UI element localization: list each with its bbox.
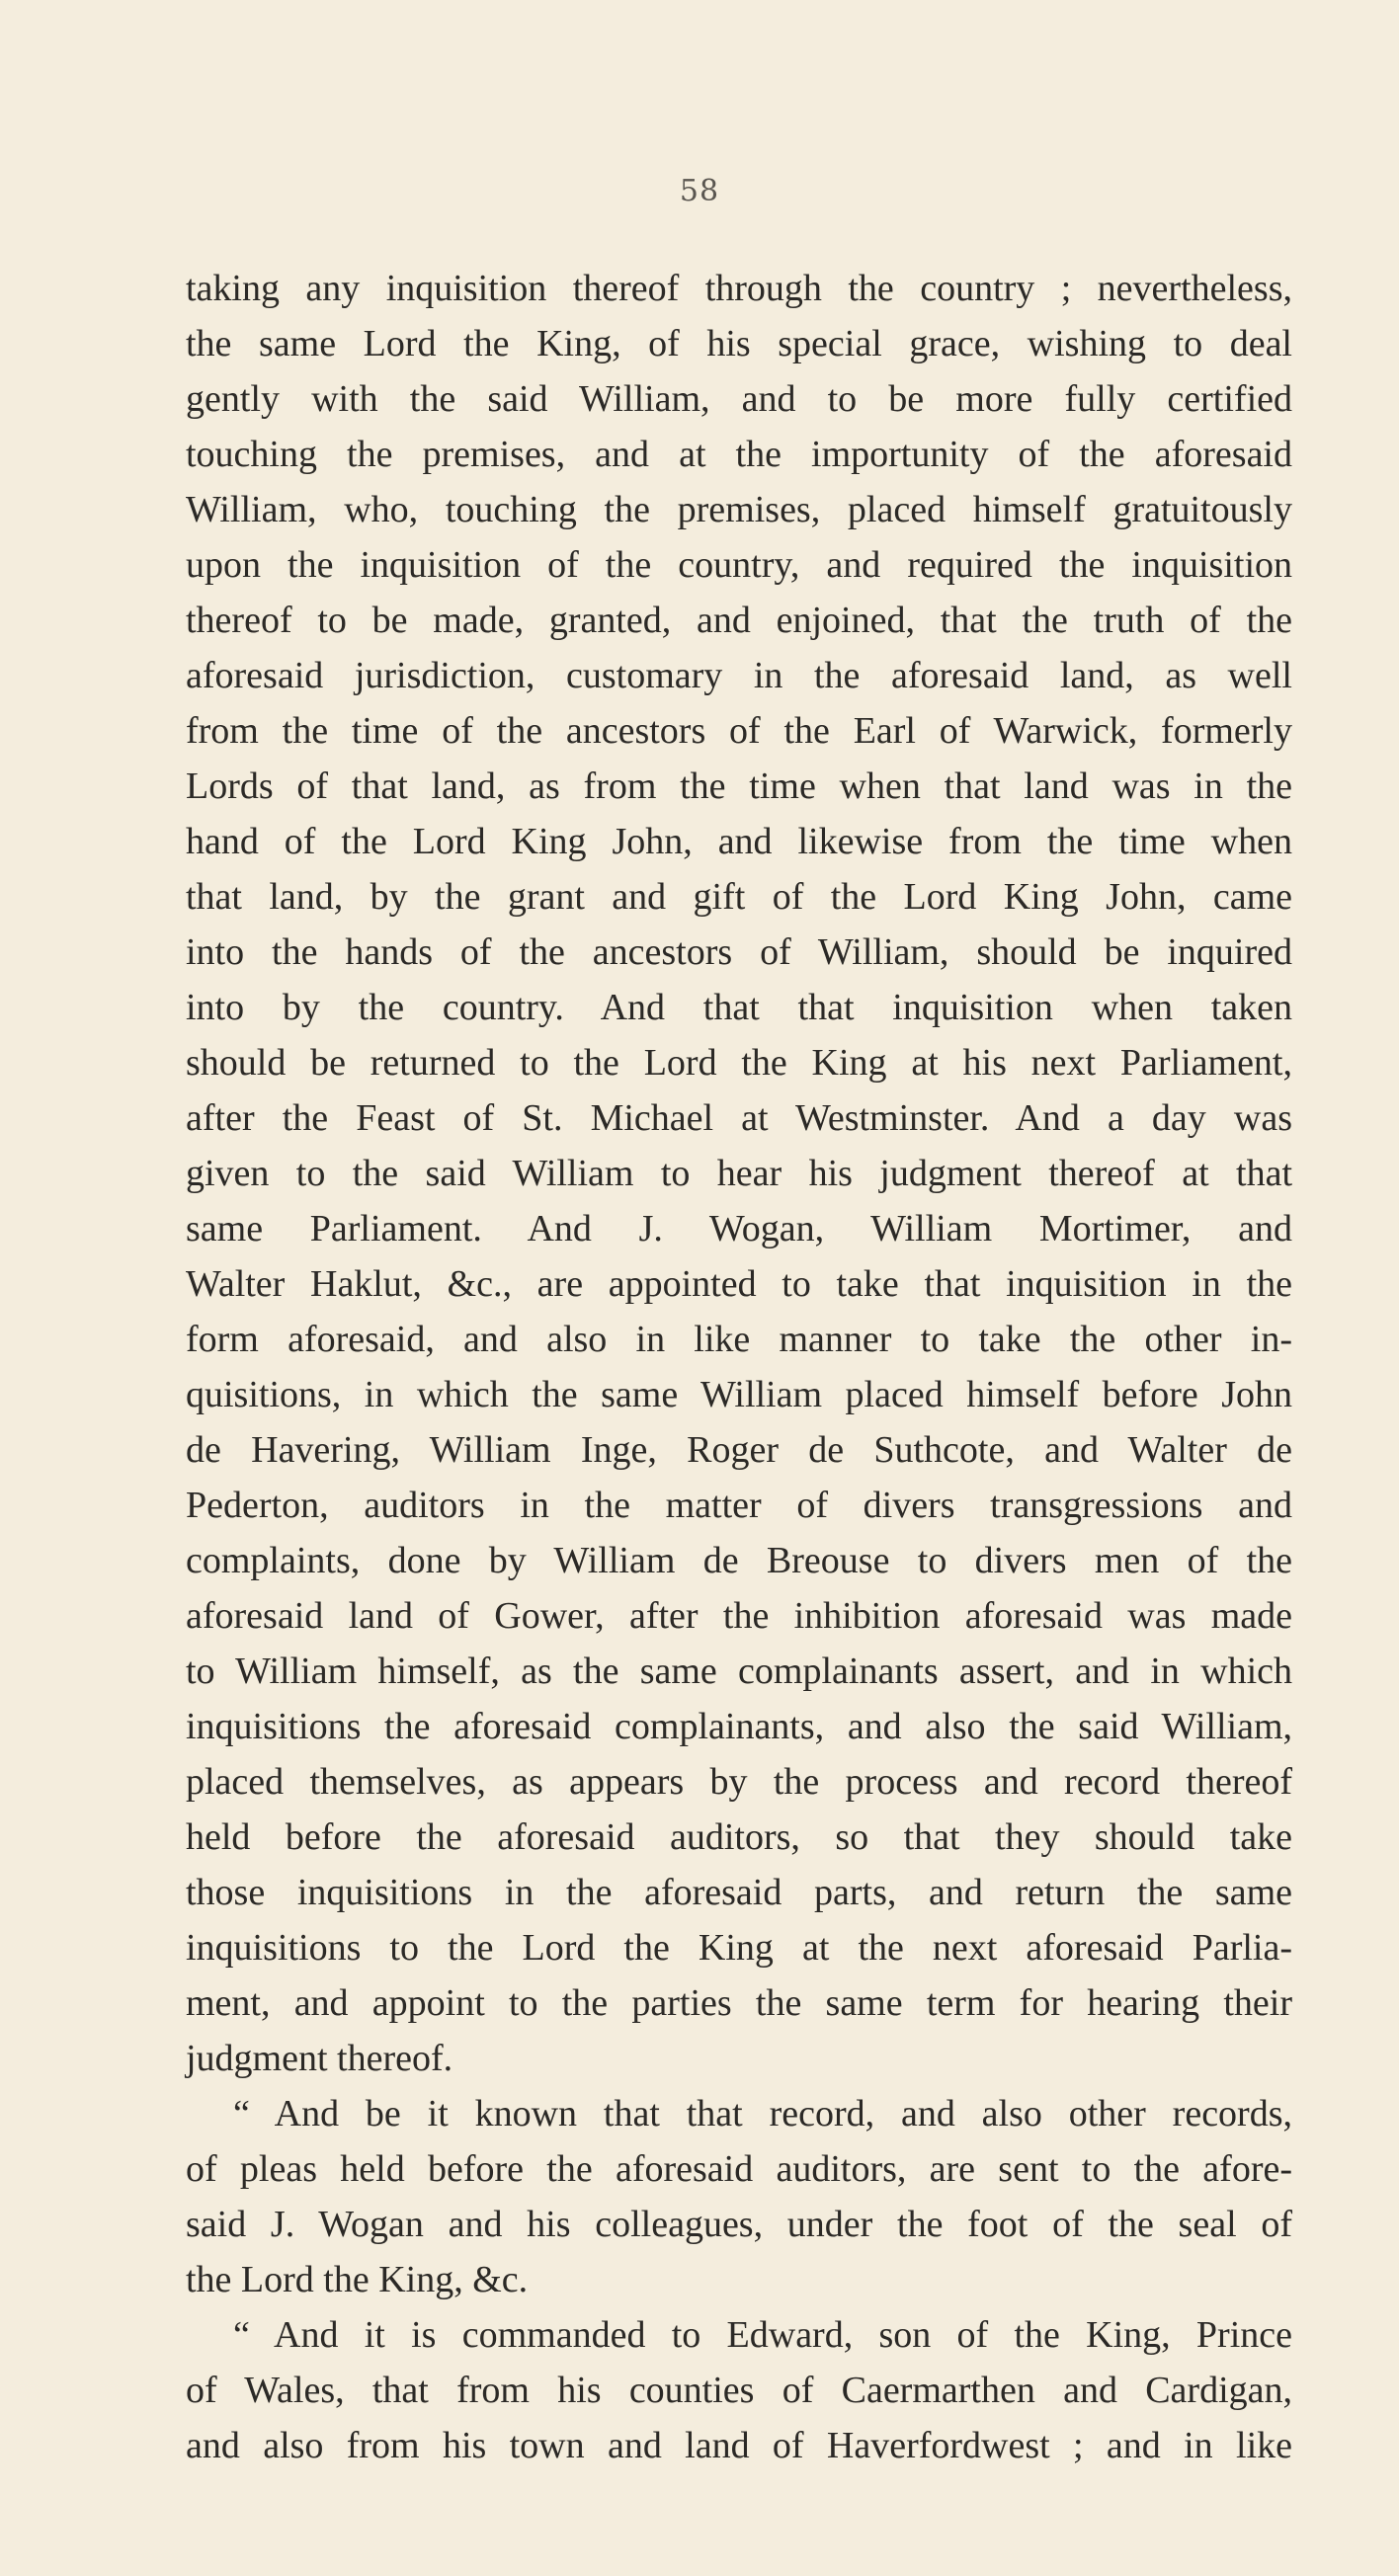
text-line: hand of the Lord King John, and likewise from the time when [186, 821, 1292, 862]
page-number: 58 [679, 174, 720, 208]
body-text [186, 261, 1292, 2473]
text-line: upon the inquisition of the country, and required the inquisition [186, 544, 1292, 586]
text-line: inquisitions to the Lord the King at the next aforesaid Parlia- [186, 1927, 1292, 1969]
text-line: form aforesaid, and also in like manner to take the other in- [186, 1319, 1292, 1360]
text-line: after the Feast of St. Michael at Westminster. And a day was [186, 1097, 1292, 1139]
text-line: gently with the said William, and to be more fully certified [186, 378, 1292, 420]
text-line: given to the said William to hear his judgment thereof at that [186, 1153, 1292, 1194]
text-line: thereof to be made, granted, and enjoined, that the truth of the [186, 600, 1292, 641]
text-line: ment, and appoint to the parties the same term for hearing their [186, 1982, 1292, 2024]
text-line: the same Lord the King, of his special grace, wishing to deal [186, 323, 1292, 364]
text-line: quisitions, in which the same William placed himself before John [186, 1374, 1292, 1415]
text-line: of pleas held before the aforesaid auditors, are sent to the afore- [186, 2148, 1292, 2190]
text-line: complaints, done by William de Breouse to divers men of the [186, 1540, 1292, 1581]
text-line: Walter Haklut, &c., are appointed to take that inquisition in the [186, 1263, 1292, 1305]
text-line: placed themselves, as appears by the process and record thereof [186, 1761, 1292, 1803]
text-line: judgment thereof. [186, 2038, 453, 2079]
text-line: aforesaid land of Gower, after the inhibition aforesaid was made [186, 1595, 1292, 1637]
text-line: Lords of that land, as from the time when that land was in the [186, 765, 1292, 807]
text-line: “ And be it known that that record, and also other records, [233, 2093, 1292, 2134]
text-line: to William himself, as the same complainants assert, and in which [186, 1650, 1292, 1692]
text-line: those inquisitions in the aforesaid parts, and return the same [186, 1872, 1292, 1913]
text-line: same Parliament. And J. Wogan, William Mortimer, and [186, 1208, 1292, 1249]
text-line: should be returned to the Lord the King at his next Parliament, [186, 1042, 1292, 1084]
text-line: taking any inquisition thereof through the country ; nevertheless, [186, 268, 1292, 309]
text-line: that land, by the grant and gift of the Lord King John, came [186, 876, 1292, 918]
text-line: Pederton, auditors in the matter of divers transgressions and [186, 1485, 1292, 1526]
text-line: from the time of the ancestors of the Earl of Warwick, formerly [186, 710, 1292, 752]
text-line: William, who, touching the premises, placed himself gratuitously [186, 489, 1292, 530]
text-line: held before the aforesaid auditors, so that they should take [186, 1816, 1292, 1858]
text-line: said J. Wogan and his colleagues, under the foot of the seal of [186, 2204, 1292, 2245]
text-line: of Wales, that from his counties of Caermarthen and Cardigan, [186, 2370, 1292, 2411]
text-line: into the hands of the ancestors of William, should be inquired [186, 931, 1292, 973]
text-line: “ And it is commanded to Edward, son of the King, Prince [233, 2314, 1292, 2356]
text-line: and also from his town and land of Haverfordwest ; and in like [186, 2425, 1292, 2466]
text-line: into by the country. And that that inquisition when taken [186, 987, 1292, 1028]
text-line: inquisitions the aforesaid complainants, and also the said William, [186, 1706, 1292, 1747]
text-line: the Lord the King, &c. [186, 2259, 529, 2300]
text-line: de Havering, William Inge, Roger de Suthcote, and Walter de [186, 1429, 1292, 1471]
text-line: touching the premises, and at the importunity of the aforesaid [186, 434, 1292, 475]
text-line: aforesaid jurisdiction, customary in the aforesaid land, as well [186, 655, 1292, 696]
